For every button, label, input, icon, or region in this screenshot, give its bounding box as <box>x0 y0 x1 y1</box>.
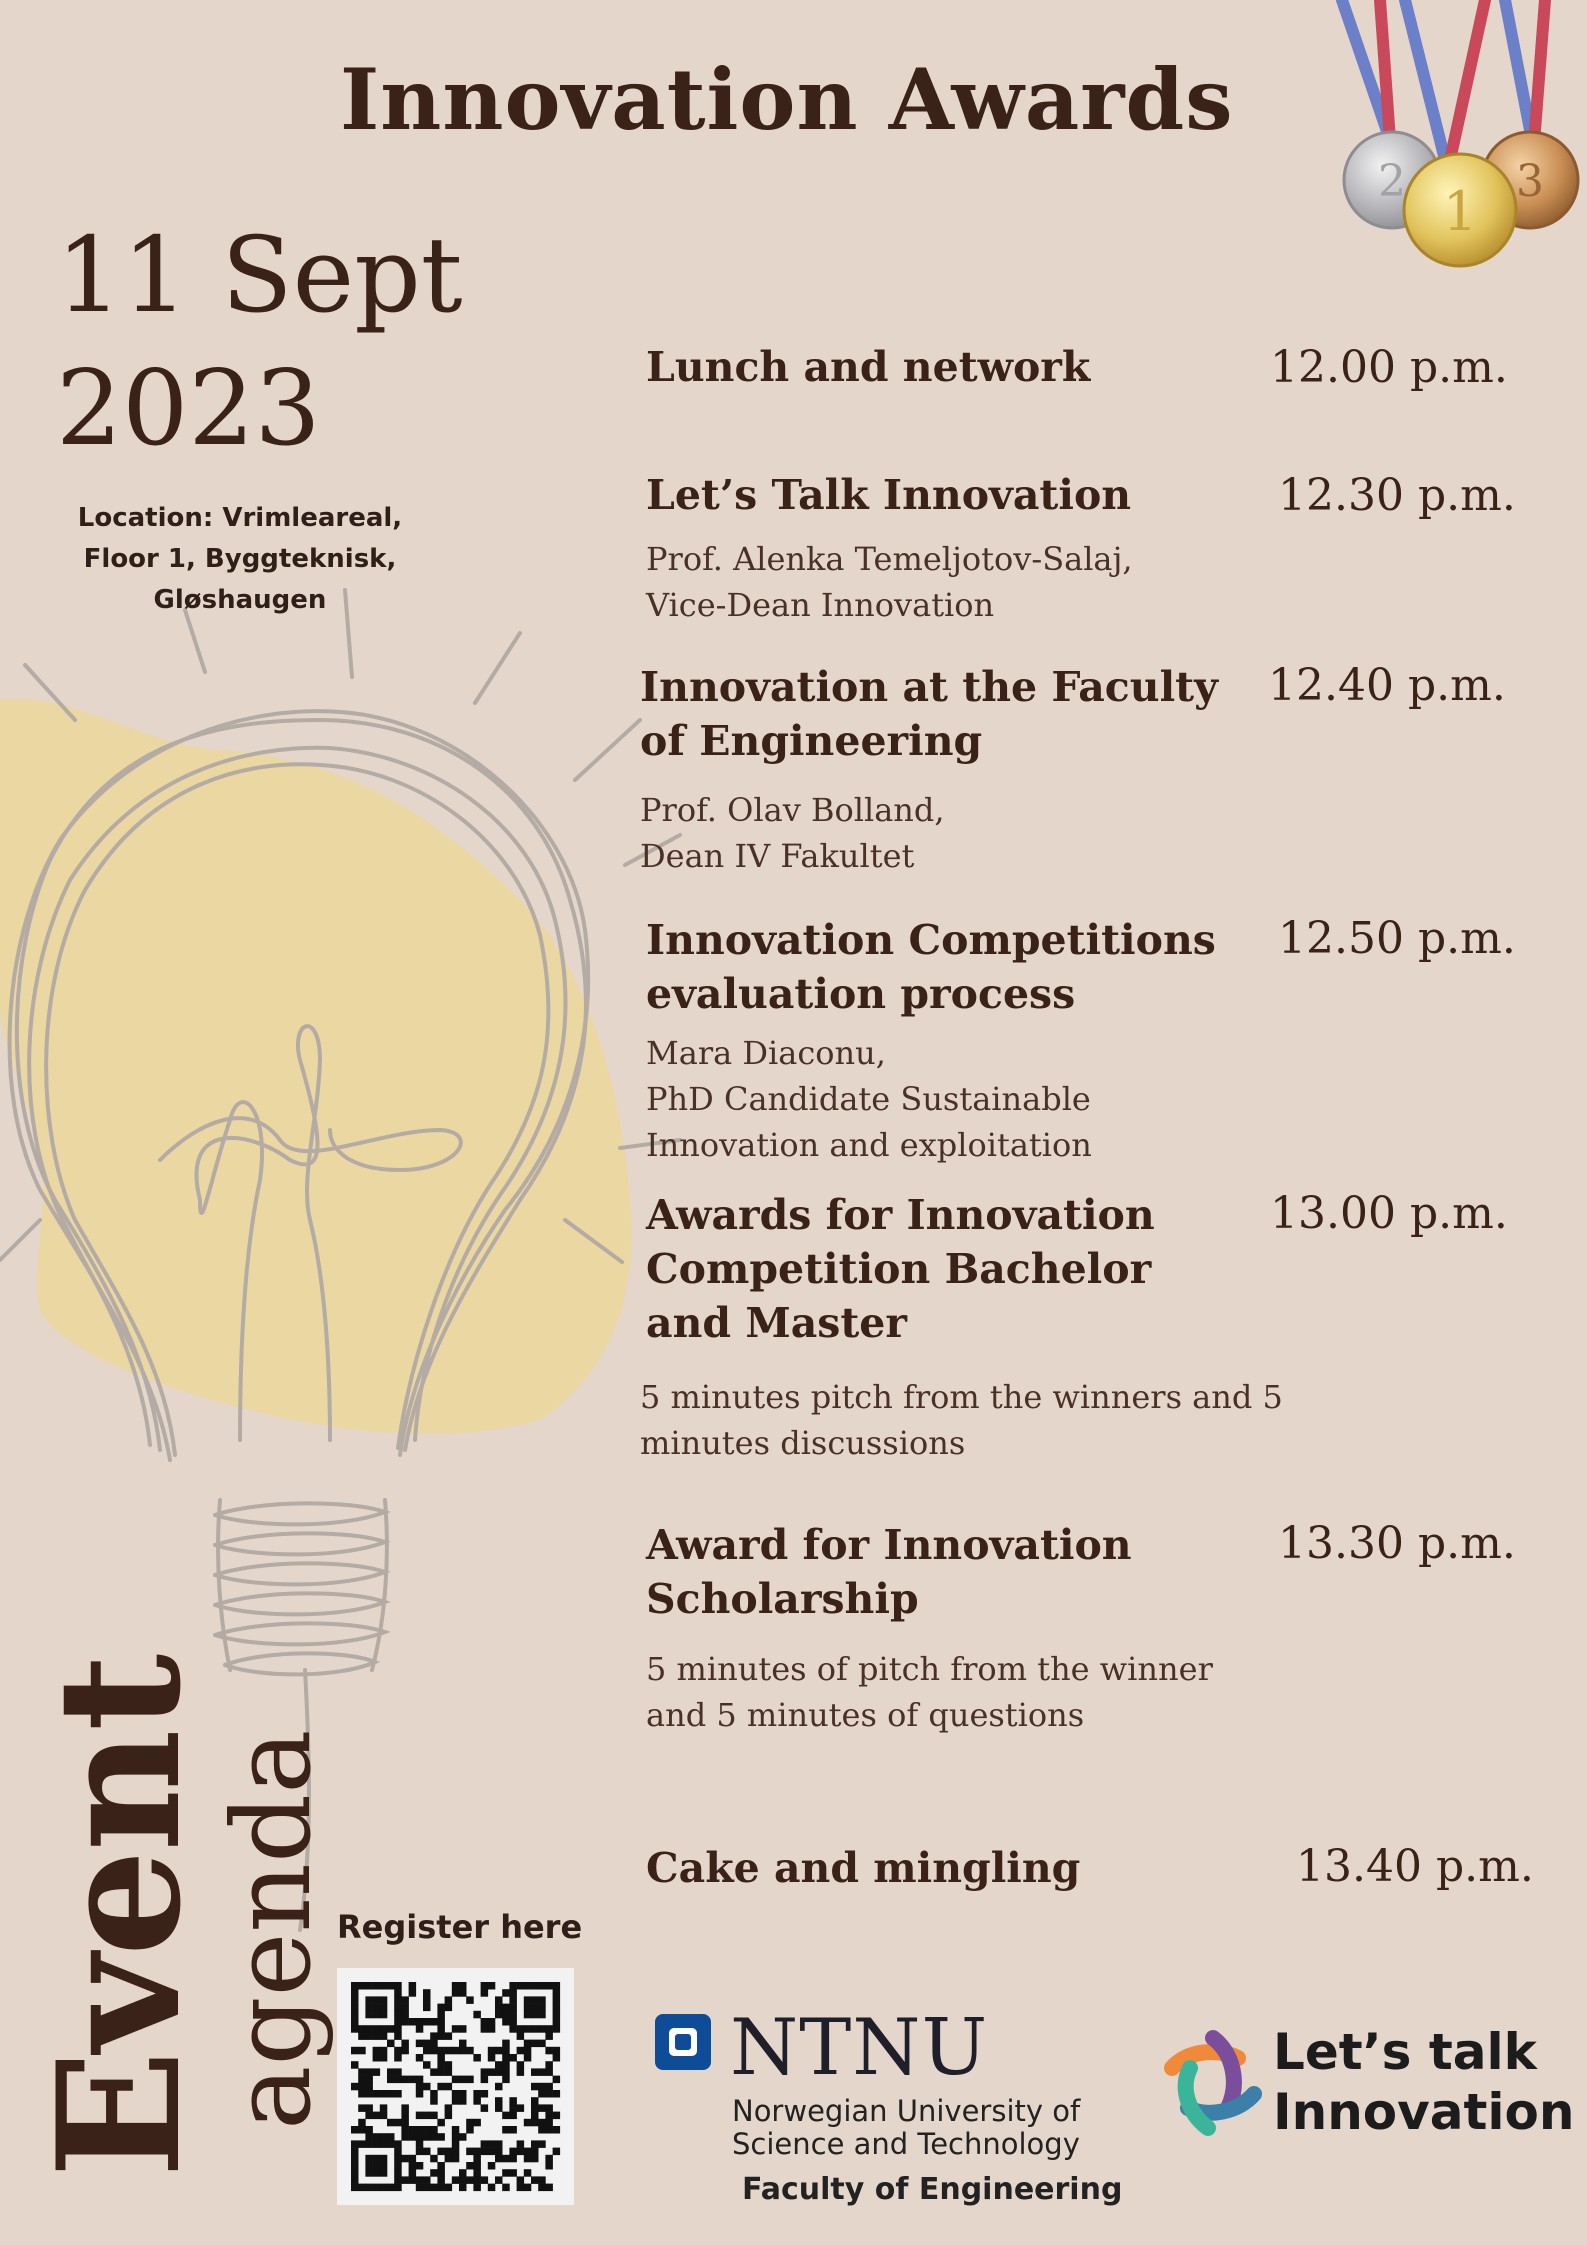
register-qr-code[interactable] <box>337 1968 574 2209</box>
ntnu-faculty-name: Faculty of Engineering <box>742 2172 1123 2207</box>
ntnu-wordmark: NTNU <box>730 2003 989 2093</box>
event-date-year: 2023 <box>56 347 321 469</box>
agenda-item-speaker: Prof. Alenka Temeljotov-Salaj, Vice-Dean Innovation <box>646 540 1133 624</box>
agenda-word: agenda <box>210 1729 335 2130</box>
medal-number-1: 1 <box>1442 180 1478 243</box>
agenda-item-title: Award for Innovation Scholarship <box>646 1521 1132 1623</box>
lets-talk-innovation-logo-icon <box>1158 2028 1268 2138</box>
agenda-item-time: 12.40 p.m. <box>1268 660 1506 711</box>
event-word: Event <box>20 1655 218 2178</box>
agenda-item-title: Awards for Innovation Competition Bachelor and Master <box>646 1191 1155 1347</box>
medal-number-2: 2 <box>1378 156 1406 207</box>
register-label: Register here <box>337 1908 583 1946</box>
agenda-item-description: 5 minutes of pitch from the winner and 5 minutes of questions <box>646 1650 1213 1734</box>
agenda-item-title: Innovation Competitions evaluation process <box>646 916 1216 1018</box>
agenda-item-time: 12.00 p.m. <box>1270 342 1508 393</box>
location-line: Gløshaugen <box>153 585 327 615</box>
agenda-item-title: Cake and mingling <box>646 1844 1081 1892</box>
lets-talk-innovation-wordmark: Let’s talk Innovation <box>1273 2023 1575 2141</box>
agenda-item-time: 13.30 p.m. <box>1278 1518 1516 1569</box>
agenda-item-time: 13.00 p.m. <box>1270 1188 1508 1239</box>
agenda-item-description: 5 minutes pitch from the winners and 5 minutes discussions <box>640 1378 1283 1462</box>
ntnu-university-name: Norwegian University of Science and Technology <box>732 2094 1081 2161</box>
ntnu-logo-icon <box>655 2014 711 2070</box>
agenda-item-title: Let’s Talk Innovation <box>646 471 1132 519</box>
yellow-blob <box>0 699 632 1434</box>
event-location <box>60 498 420 621</box>
agenda-item-time: 12.30 p.m. <box>1278 470 1516 521</box>
medal-number-3: 3 <box>1516 156 1544 207</box>
agenda-item-title: Innovation at the Faculty of Engineering <box>640 663 1218 765</box>
event-date-day: 11 Sept <box>56 214 463 336</box>
agenda-item-title: Lunch and network <box>646 343 1091 391</box>
agenda-item-speaker: Prof. Olav Bolland, Dean IV Fakultet <box>640 791 945 875</box>
page-title: Innovation Awards <box>340 50 1234 149</box>
location-line: Location: Vrimleareal, <box>77 503 403 533</box>
medals-illustration <box>1330 0 1587 280</box>
agenda-item-speaker: Mara Diaconu, PhD Candidate Sustainable Innovation and exploitation <box>646 1034 1092 1164</box>
agenda-item-time: 13.40 p.m. <box>1296 1841 1534 1892</box>
agenda-item-time: 12.50 p.m. <box>1278 913 1516 964</box>
location-line: Floor 1, Byggteknisk, <box>83 544 397 574</box>
